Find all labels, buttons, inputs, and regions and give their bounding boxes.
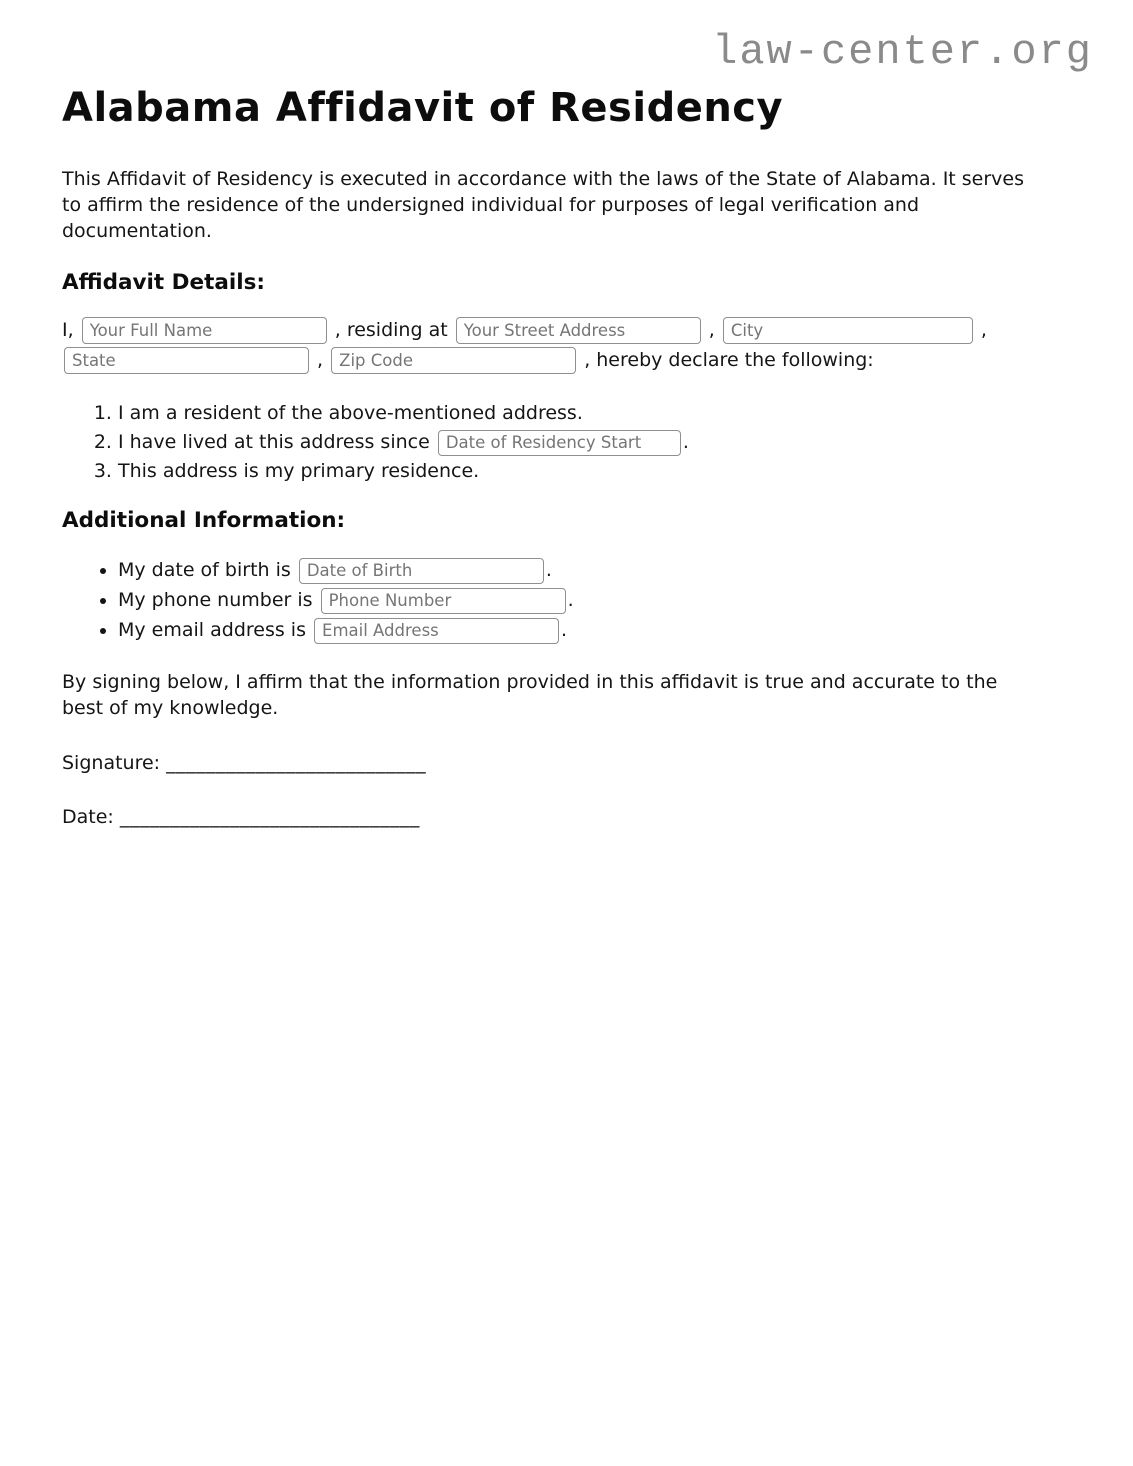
residency-start-date-input[interactable] — [438, 430, 681, 456]
signature-label: Signature: — [62, 752, 161, 774]
declaration-after-name: , residing at — [334, 319, 448, 341]
info-item-period: . — [561, 619, 568, 641]
date-of-birth-input[interactable] — [299, 558, 544, 584]
signature-line: __________________________ — [166, 752, 427, 774]
phone-number-input[interactable] — [321, 588, 566, 614]
declaration-item-text: I am a resident of the above-mentioned address. — [118, 402, 583, 424]
signature-row — [62, 749, 1093, 777]
street-address-input[interactable] — [456, 317, 701, 344]
affidavit-details-heading: Affidavit Details: — [62, 270, 266, 295]
declaration-list — [62, 399, 1093, 486]
info-item-label: My email address is — [118, 619, 306, 641]
declaration-after-city: , — [980, 319, 987, 341]
declaration-item-primary-residence — [118, 457, 1093, 486]
declaration-suffix: , hereby declare the following: — [584, 349, 874, 371]
email-address-input[interactable] — [314, 618, 559, 644]
date-label: Date: — [62, 806, 114, 828]
declaration-item-text: This address is my primary residence. — [118, 460, 480, 482]
info-item-label: My date of birth is — [118, 559, 291, 581]
declaration-item-resident — [118, 399, 1093, 428]
intro-paragraph: This Affidavit of Residency is executed in accordance with the laws of the State of Alabama. It serves to affirm the residence of the undersigned individual for purposes of legal verification and documentation. — [62, 168, 1025, 242]
site-watermark: law-center.org — [712, 28, 1093, 76]
date-line: ______________________________ — [119, 806, 420, 828]
declaration-after-street: , — [708, 319, 715, 341]
declaration-after-state: , — [317, 349, 324, 371]
info-item-phone-number — [118, 585, 1093, 615]
city-input[interactable] — [723, 317, 973, 344]
date-row — [62, 803, 1093, 831]
info-item-period: . — [545, 559, 552, 581]
full-name-input[interactable] — [82, 317, 327, 344]
additional-info-list — [62, 555, 1093, 645]
affirmation-paragraph: By signing below, I affirm that the information provided in this affidavit is true and accurate to the best of my knowledge. — [62, 671, 998, 719]
declaration-item-text: I have lived at this address since — [118, 431, 430, 453]
declaration-item-residency-start — [118, 428, 1093, 457]
additional-info-heading: Additional Information: — [62, 508, 346, 533]
state-input[interactable] — [64, 347, 309, 374]
declaration-prefix: I, — [62, 319, 74, 341]
info-item-period: . — [567, 589, 574, 611]
page-title: Alabama Affidavit of Residency — [62, 85, 784, 131]
info-item-label: My phone number is — [118, 589, 313, 611]
info-item-date-of-birth — [118, 555, 1093, 585]
zip-code-input[interactable] — [331, 347, 576, 374]
declaration-item-period: . — [682, 431, 689, 453]
declaration-sentence — [62, 315, 1052, 375]
info-item-email-address — [118, 615, 1093, 645]
